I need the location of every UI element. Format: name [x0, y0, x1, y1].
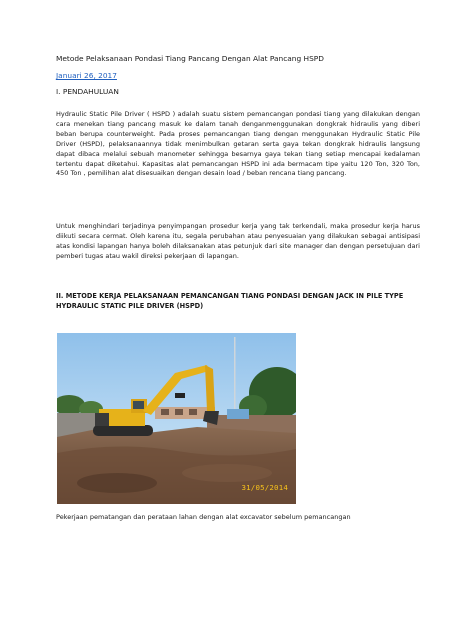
- photo-caption: Pekerjaan pematangan dan perataan lahan dengan alat excavator sebelum pemancangan: [56, 513, 351, 521]
- excavator-photo-illustration: [57, 333, 296, 504]
- section-2-heading: II. METODE KERJA PELAKSANAAN PEMANCANGAN TIANG PONDASI DENGAN JACK IN PILE TYPE HYDRAULIC STATIC PILE DRIVER (HSPD): [56, 292, 404, 310]
- post-date-link[interactable]: Januari 26, 2017: [56, 71, 117, 80]
- paragraph-1: Hydraulic Static Pile Driver ( HSPD ) adalah suatu sistem pemancangan pondasi tiang yang dilakukan dengan cara menekan tiang pancang masuk ke dalam tanah denganmenggunakan dongkrak hidraulis yang diberi beban berupa counterweight. Pada proses pemancangan tiang dengan menggunakan Hydraulic Static Pile Driver (HSPD), pelaksanaannya tidak menimbulkan getaran serta gaya tekan dongkrak hidraulis langsung dapat dibaca melalui sebuah manometer sehingga besarnya gaya tekan tiang setiap mencapai kedalaman tertentu dapat diketahui. Kapasitas alat pemancangan HSPD ini ada bermacam tipe yaitu 120 Ton, 320 Ton, 450 Ton , pemilihan alat disesuaikan dengan desain load / beban rencana tiang pancang.: [56, 110, 420, 178]
- section-1-heading: I. PENDAHULUAN: [56, 87, 119, 96]
- photo-date-stamp: 31/05/2014: [241, 483, 288, 492]
- document-title: Metode Pelaksanaan Pondasi Tiang Pancang Dengan Alat Pancang HSPD: [56, 54, 324, 63]
- excavator-photo: [57, 333, 296, 504]
- paragraph-2: Untuk menghindari terjadinya penyimpangan prosedur kerja yang tak terkendali, maka prosedur kerja harus diikuti secara cermat. Oleh karena itu, segala perubahan atau penyesuaian yang dilakukan sebagai antisipasi atas kondisi lapangan hanya boleh dilaksanakan atas petunjuk dari site manager dan dengan persetujuan dari pemberi tugas atau wakil direksi pekerjaan di lapangan.: [56, 222, 420, 260]
